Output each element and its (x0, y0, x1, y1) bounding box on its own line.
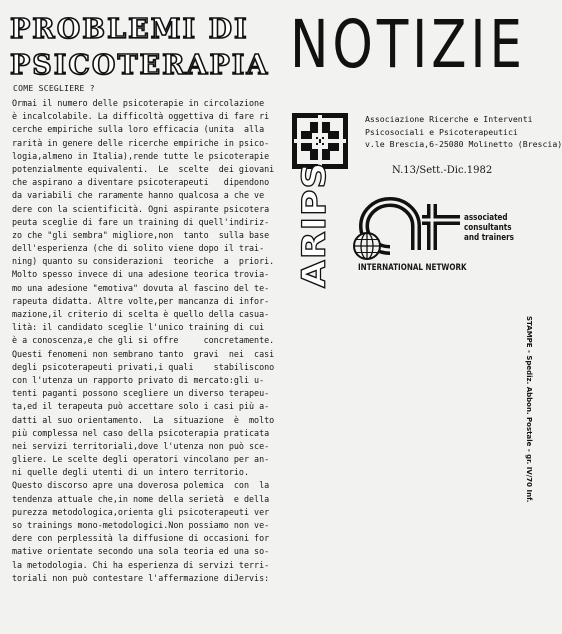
association-address-line: v.le Brescia,6-25080 Molinetto (Brescia) (365, 139, 562, 149)
association-address (365, 113, 562, 151)
article-line: purezza metodologica,orienta gli psicoterapeuti ver (12, 506, 270, 517)
article-line: ni quelle degli utenti di un intero territorio. (12, 467, 249, 478)
article-line: zo che "gli sembra" migliore,non tanto sulla base (12, 229, 270, 240)
article-line: tendenza attuale che,in nome della serietà e della (12, 493, 270, 504)
arips-vertical-logo: ARIPS (296, 161, 333, 288)
article-line: mo una adesione "emotiva" dovuta al fascino del te- (12, 282, 270, 293)
article-line: da variabili che raramente hanno qualcosa a che ve (12, 190, 265, 201)
tagline-line-1: associated (464, 213, 508, 223)
article-line: Molto spesso invece di una adesione teorica trovia- (12, 269, 270, 280)
article-subtitle: COME SCEGLIERE ? (13, 84, 95, 93)
article-line: mative orientate secondo una sola teoria ed una so- (12, 546, 270, 557)
article-line: più complessa nel caso della psicoterapia praticata (12, 427, 270, 438)
international-network-label: INTERNATIONAL NETWORK (358, 263, 467, 273)
article-line: rarità in genere delle ricerche empiriche in psico- (12, 137, 270, 148)
article-line: Ormai il numero delle psicoterapie in circolazione (12, 98, 265, 108)
article-line: lità: il candidato sceglie l'unico training di cui (12, 322, 265, 333)
association-emblem-icon (292, 113, 348, 169)
tagline-line-3: and trainers (464, 233, 514, 243)
article-line: peuta sceglie di fare un training di quell'indiriz- (12, 216, 270, 227)
article-line: con l'utenza un rapporto privato di mercato:gli u- (12, 374, 265, 385)
article-title-line-2: PSICOTERAPIA (10, 50, 270, 81)
article-line: potenzialmente equivalenti. Le scelte dei giovani (12, 163, 275, 174)
masthead-column (268, 0, 562, 634)
article-line: degli psicoterapeuti privati,i quali stabiliscono (12, 361, 275, 372)
article-line: cerche empiriche sulla loro efficacia (unita alla (12, 124, 265, 135)
tagline-line-2: consultants (464, 223, 512, 233)
article-line: è incalcolabile. La difficoltà oggettiva di fare ri (12, 111, 270, 122)
article-line: datti al suo orientamento. La situazione è molto (12, 414, 275, 425)
article-line: nei servizi territoriali,dove l'utenza non può sce- (12, 440, 270, 451)
article-line: gliere. Le scelte degli operatori vincolano per an- (12, 454, 270, 465)
postal-indicia: STAMPE - Spediz. Abbon. Postale - gr. IV/70 Inf. (525, 316, 533, 503)
article-line: toriali non può contestare l'affermazione diJervis: (12, 572, 270, 583)
association-name-line-1: Associazione Ricerche e Interventi (365, 114, 533, 124)
article-body (12, 97, 275, 585)
article-line: Questo discorso apre una doverosa polemica con la (12, 480, 270, 491)
article-line: che aspirano a diventare psicoterapeuti dipendono (12, 177, 270, 188)
article-line: so trainings mono-metodologici.Non possiamo non ve- (12, 520, 270, 530)
article-line: tenti paganti possono scegliere un diverso terapeu- (12, 388, 270, 399)
at-logo-text: at (350, 198, 352, 199)
article-title-line-1: PROBLEMI DI (10, 14, 249, 45)
article-line: rapeuta didatta. Altre volte,per mancanza di infor- (12, 295, 270, 306)
article-line: Questi fenomeni non sembrano tanto gravi nei casi (12, 348, 275, 359)
globe-icon (352, 231, 382, 261)
at-tagline (464, 213, 514, 243)
article-line: ning) quanto su considerazioni teoriche a priori. (12, 256, 275, 267)
article-line: dere con perplessità la diffusione di occasioni for (12, 533, 270, 544)
article-column (0, 0, 275, 634)
article-line: è a conoscenza,e che gli si offre concretamente. (12, 335, 275, 346)
masthead-title: NOTIZIE (290, 6, 526, 83)
article-line: dere con la scientificità. Ogni aspirante psicotera (12, 203, 270, 214)
article-line: logia,almeno in Italia),rende tutte le psicoterapie (12, 150, 270, 161)
article-line: mazione,il criterio di scelta è quello della casua- (12, 309, 270, 319)
article-line: ta,ed il terapeuta può accettare solo i casi più a- (12, 401, 270, 412)
issue-number: N.13/Sett.-Dic.1982 (392, 165, 493, 176)
association-name-line-2: Psicosociali e Psicoterapeutici (365, 126, 518, 137)
article-line: la metodologia. Chi ha esperienza di servizi terri- (12, 559, 270, 570)
article-line: dell'esperienza (che di solito viene dopo il trai- (12, 243, 265, 254)
